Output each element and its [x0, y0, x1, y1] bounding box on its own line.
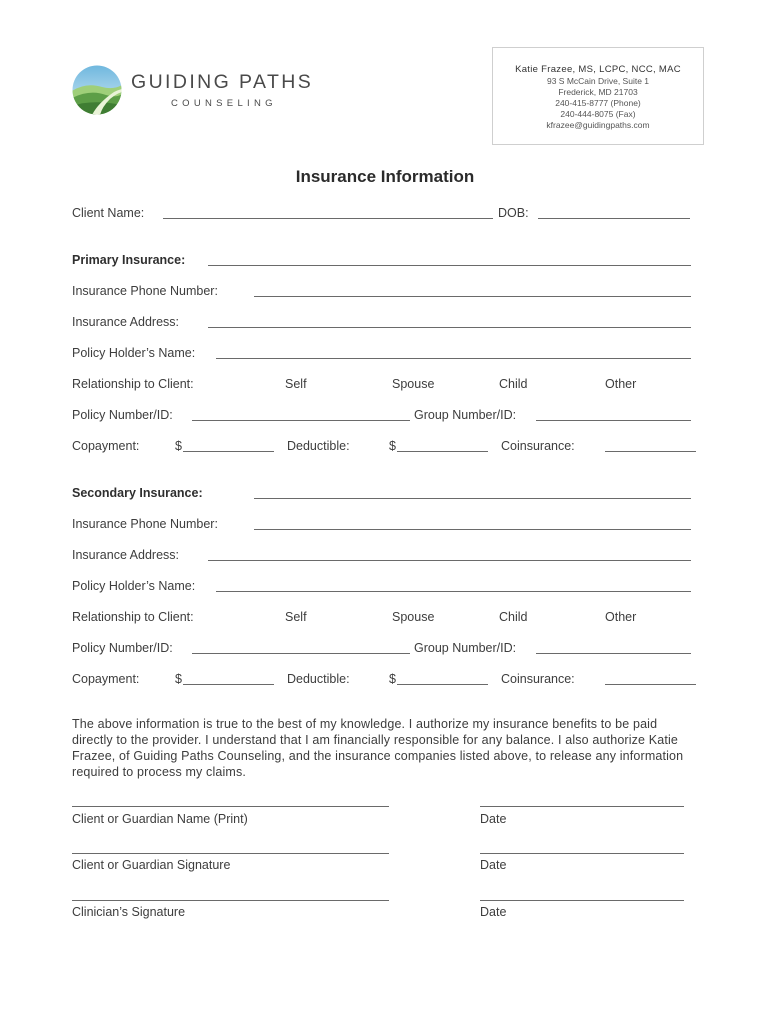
logo-name: GUIDING PATHS: [131, 71, 314, 93]
primary-group-field[interactable]: [536, 420, 691, 421]
secondary-insurance-heading: Secondary Insurance:: [72, 486, 203, 500]
primary-copay-label: Copayment:: [72, 439, 140, 453]
primary-address-label: Insurance Address:: [72, 315, 180, 329]
guiding-paths-logo-icon: [72, 65, 122, 115]
secondary-phone-label: Insurance Phone Number:: [72, 517, 218, 531]
primary-policy-field[interactable]: [192, 420, 410, 421]
provider-email: kfrazee@guidingpaths.com: [546, 120, 650, 130]
primary-address-field[interactable]: [208, 327, 691, 328]
client-signature-label: Client or Guardian Signature: [72, 858, 231, 872]
provider-name: Katie Frazee, MS, LCPC, NCC, MAC: [515, 64, 681, 75]
secondary-phone-field[interactable]: [254, 529, 691, 530]
secondary-deductible-label: Deductible:: [287, 672, 350, 686]
authorization-statement: The above information is true to the best of my knowledge. I authorize my insurance benefits to be paid directly to the provider. I understand that I am financially responsible for any balance. I also authorize Katie Frazee, of Guiding Paths Counseling, and the insurance companies listed above, to release any information required to process my claims.: [72, 717, 684, 779]
primary-deductible-dollar: $: [389, 439, 396, 453]
client-name-label: Client Name:: [72, 206, 145, 220]
clinician-signature-field[interactable]: [72, 900, 389, 901]
secondary-copay-dollar: $: [175, 672, 182, 686]
primary-insurance-field[interactable]: [208, 265, 691, 266]
client-print-date-field[interactable]: [480, 806, 684, 807]
client-print-name-label: Client or Guardian Name (Print): [72, 812, 248, 826]
secondary-group-label: Group Number/ID:: [414, 641, 517, 655]
primary-deductible-label: Deductible:: [287, 439, 350, 453]
primary-option-spouse[interactable]: Spouse: [392, 377, 435, 391]
secondary-policy-label: Policy Number/ID:: [72, 641, 173, 655]
primary-option-other[interactable]: Other: [605, 377, 637, 391]
secondary-option-child[interactable]: Child: [499, 610, 528, 624]
primary-option-child[interactable]: Child: [499, 377, 528, 391]
secondary-holder-field[interactable]: [216, 591, 691, 592]
primary-coinsurance-field[interactable]: [605, 451, 696, 452]
primary-deductible-field[interactable]: [397, 451, 488, 452]
secondary-deductible-dollar: $: [389, 672, 396, 686]
secondary-option-self[interactable]: Self: [285, 610, 307, 624]
secondary-option-spouse[interactable]: Spouse: [392, 610, 435, 624]
primary-policy-label: Policy Number/ID:: [72, 408, 173, 422]
dob-label: DOB:: [498, 206, 529, 220]
primary-group-label: Group Number/ID:: [414, 408, 517, 422]
provider-address-line2: Frederick, MD 21703: [558, 87, 638, 97]
logo-subtitle: COUNSELING: [171, 98, 277, 109]
secondary-copay-label: Copayment:: [72, 672, 140, 686]
secondary-insurance-field[interactable]: [254, 498, 691, 499]
primary-phone-label: Insurance Phone Number:: [72, 284, 218, 298]
secondary-address-label: Insurance Address:: [72, 548, 180, 562]
primary-holder-field[interactable]: [216, 358, 691, 359]
secondary-copay-field[interactable]: [183, 684, 274, 685]
secondary-policy-field[interactable]: [192, 653, 410, 654]
clinician-signature-date-label: Date: [480, 905, 507, 919]
client-signature-date-label: Date: [480, 858, 507, 872]
secondary-relationship-label: Relationship to Client:: [72, 610, 194, 624]
form-title: Insurance Information: [295, 167, 475, 186]
provider-phone: 240-415-8777 (Phone): [555, 98, 641, 108]
client-name-field[interactable]: [163, 218, 493, 219]
secondary-deductible-field[interactable]: [397, 684, 488, 685]
secondary-coinsurance-field[interactable]: [605, 684, 696, 685]
primary-relationship-label: Relationship to Client:: [72, 377, 194, 391]
primary-insurance-heading: Primary Insurance:: [72, 253, 186, 267]
clinician-signature-date-field[interactable]: [480, 900, 684, 901]
primary-copay-field[interactable]: [183, 451, 274, 452]
primary-holder-label: Policy Holder’s Name:: [72, 346, 196, 360]
contact-box: [492, 47, 704, 145]
client-print-date-label: Date: [480, 812, 507, 826]
secondary-group-field[interactable]: [536, 653, 691, 654]
primary-copay-dollar: $: [175, 439, 182, 453]
secondary-holder-label: Policy Holder’s Name:: [72, 579, 196, 593]
provider-fax: 240-444-8075 (Fax): [560, 109, 636, 119]
client-signature-date-field[interactable]: [480, 853, 684, 854]
secondary-address-field[interactable]: [208, 560, 691, 561]
secondary-coinsurance-label: Coinsurance:: [501, 672, 575, 686]
primary-option-self[interactable]: Self: [285, 377, 307, 391]
provider-address-line1: 93 S McCain Drive, Suite 1: [546, 76, 650, 86]
dob-field[interactable]: [538, 218, 690, 219]
primary-phone-field[interactable]: [254, 296, 691, 297]
primary-coinsurance-label: Coinsurance:: [501, 439, 575, 453]
client-signature-field[interactable]: [72, 853, 389, 854]
client-print-name-field[interactable]: [72, 806, 389, 807]
clinician-signature-label: Clinician’s Signature: [72, 905, 186, 919]
secondary-option-other[interactable]: Other: [605, 610, 637, 624]
